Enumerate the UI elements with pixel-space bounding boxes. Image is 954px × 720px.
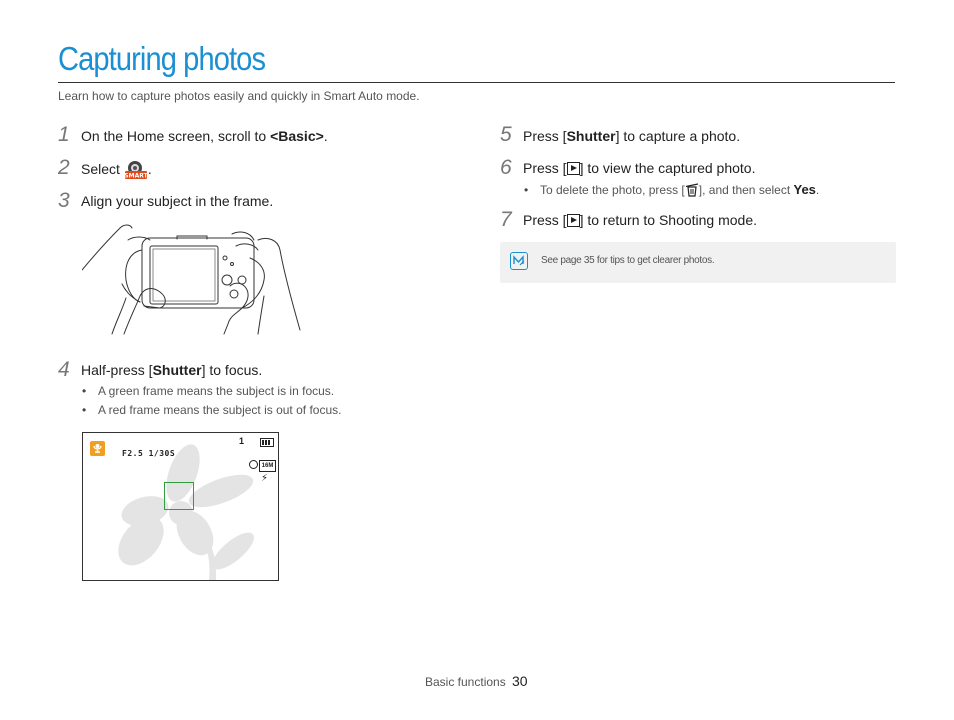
page-subtitle: Learn how to capture photos easily and quickly in Smart Auto mode. [58, 89, 420, 103]
delete-note-start: To delete the photo, press [ [540, 183, 685, 197]
smart-icon-label: SMART [124, 172, 148, 180]
step-2-text [81, 160, 152, 183]
delete-note-end: . [815, 183, 820, 197]
step-1-text [81, 128, 328, 144]
flash-smart-icon: ⚡ [261, 473, 269, 484]
focus-frame [164, 482, 194, 510]
step-6-text [523, 160, 755, 176]
shots-remaining: 1 [239, 436, 245, 446]
footer-section-label: Basic functions [425, 675, 506, 689]
camera-lcd-screen [82, 432, 279, 581]
step-number-6: 6 [500, 156, 512, 179]
yes-option-label: Yes [793, 182, 816, 197]
step-4-bullet-1: • A green frame means the subject is in focus. [82, 384, 335, 398]
title-divider [58, 82, 895, 83]
smart-auto-mode-icon [124, 160, 148, 183]
playback-key-icon [567, 214, 580, 227]
smart-scene-icon [90, 441, 105, 456]
zoom-search-icon [249, 460, 258, 469]
trash-icon [685, 183, 699, 200]
step-6-text-start: Press [ [523, 160, 567, 176]
step-4-text [81, 362, 262, 378]
step-7-text-start: Press [ [523, 212, 567, 228]
shutter-label: Shutter [152, 362, 202, 378]
step-6-text-end: ] to view the captured photo. [579, 160, 756, 176]
step-5-text-end: ] to capture a photo. [615, 128, 741, 144]
step-number-3: 3 [58, 189, 70, 212]
step-1-text-start: On the Home screen, scroll to [81, 128, 271, 144]
green-frame-note: A green frame means the subject is in focus. [98, 384, 335, 398]
step-number-7: 7 [500, 208, 512, 231]
step-7-text [523, 212, 757, 228]
step-7-text-end: ] to return to Shooting mode. [579, 212, 758, 228]
basic-menu-label: <Basic> [270, 128, 324, 144]
step-4-text-start: Half-press [ [81, 362, 153, 378]
step-5-text [523, 128, 740, 144]
step-1-text-end: . [323, 128, 328, 144]
step-number-2: 2 [58, 156, 70, 179]
step-2-text-end: . [147, 161, 152, 177]
step-number-1: 1 [58, 123, 70, 146]
step-2-text-start: Select [81, 161, 124, 177]
red-frame-note: A red frame means the subject is out of focus. [98, 403, 342, 417]
note-icon [510, 252, 528, 270]
shutter-label: Shutter [566, 128, 616, 144]
exposure-readout: F2.5 1/30S [122, 449, 176, 458]
battery-icon [260, 438, 274, 447]
step-5-text-start: Press [ [523, 128, 567, 144]
step-4-text-end: ] to focus. [201, 362, 263, 378]
hands-holding-camera-illustration [82, 222, 304, 335]
step-4-bullet-2: • A red frame means the subject is out of focus. [82, 403, 342, 417]
image-size-badge: 16M [259, 460, 276, 472]
page-title: Capturing photos [58, 40, 266, 77]
tip-note-box [500, 242, 896, 283]
playback-key-icon [567, 162, 580, 175]
step-number-4: 4 [58, 358, 70, 381]
tip-note-text: See page 35 for tips to get clearer photos. [541, 255, 715, 266]
step-3-text: Align your subject in the frame. [81, 193, 274, 209]
step-6-bullet: • To delete the photo, press [ ], and then select Yes. [524, 182, 819, 200]
delete-note-middle: ], and then select [698, 183, 794, 197]
step-number-5: 5 [500, 123, 512, 146]
page-number: 30 [512, 673, 528, 689]
